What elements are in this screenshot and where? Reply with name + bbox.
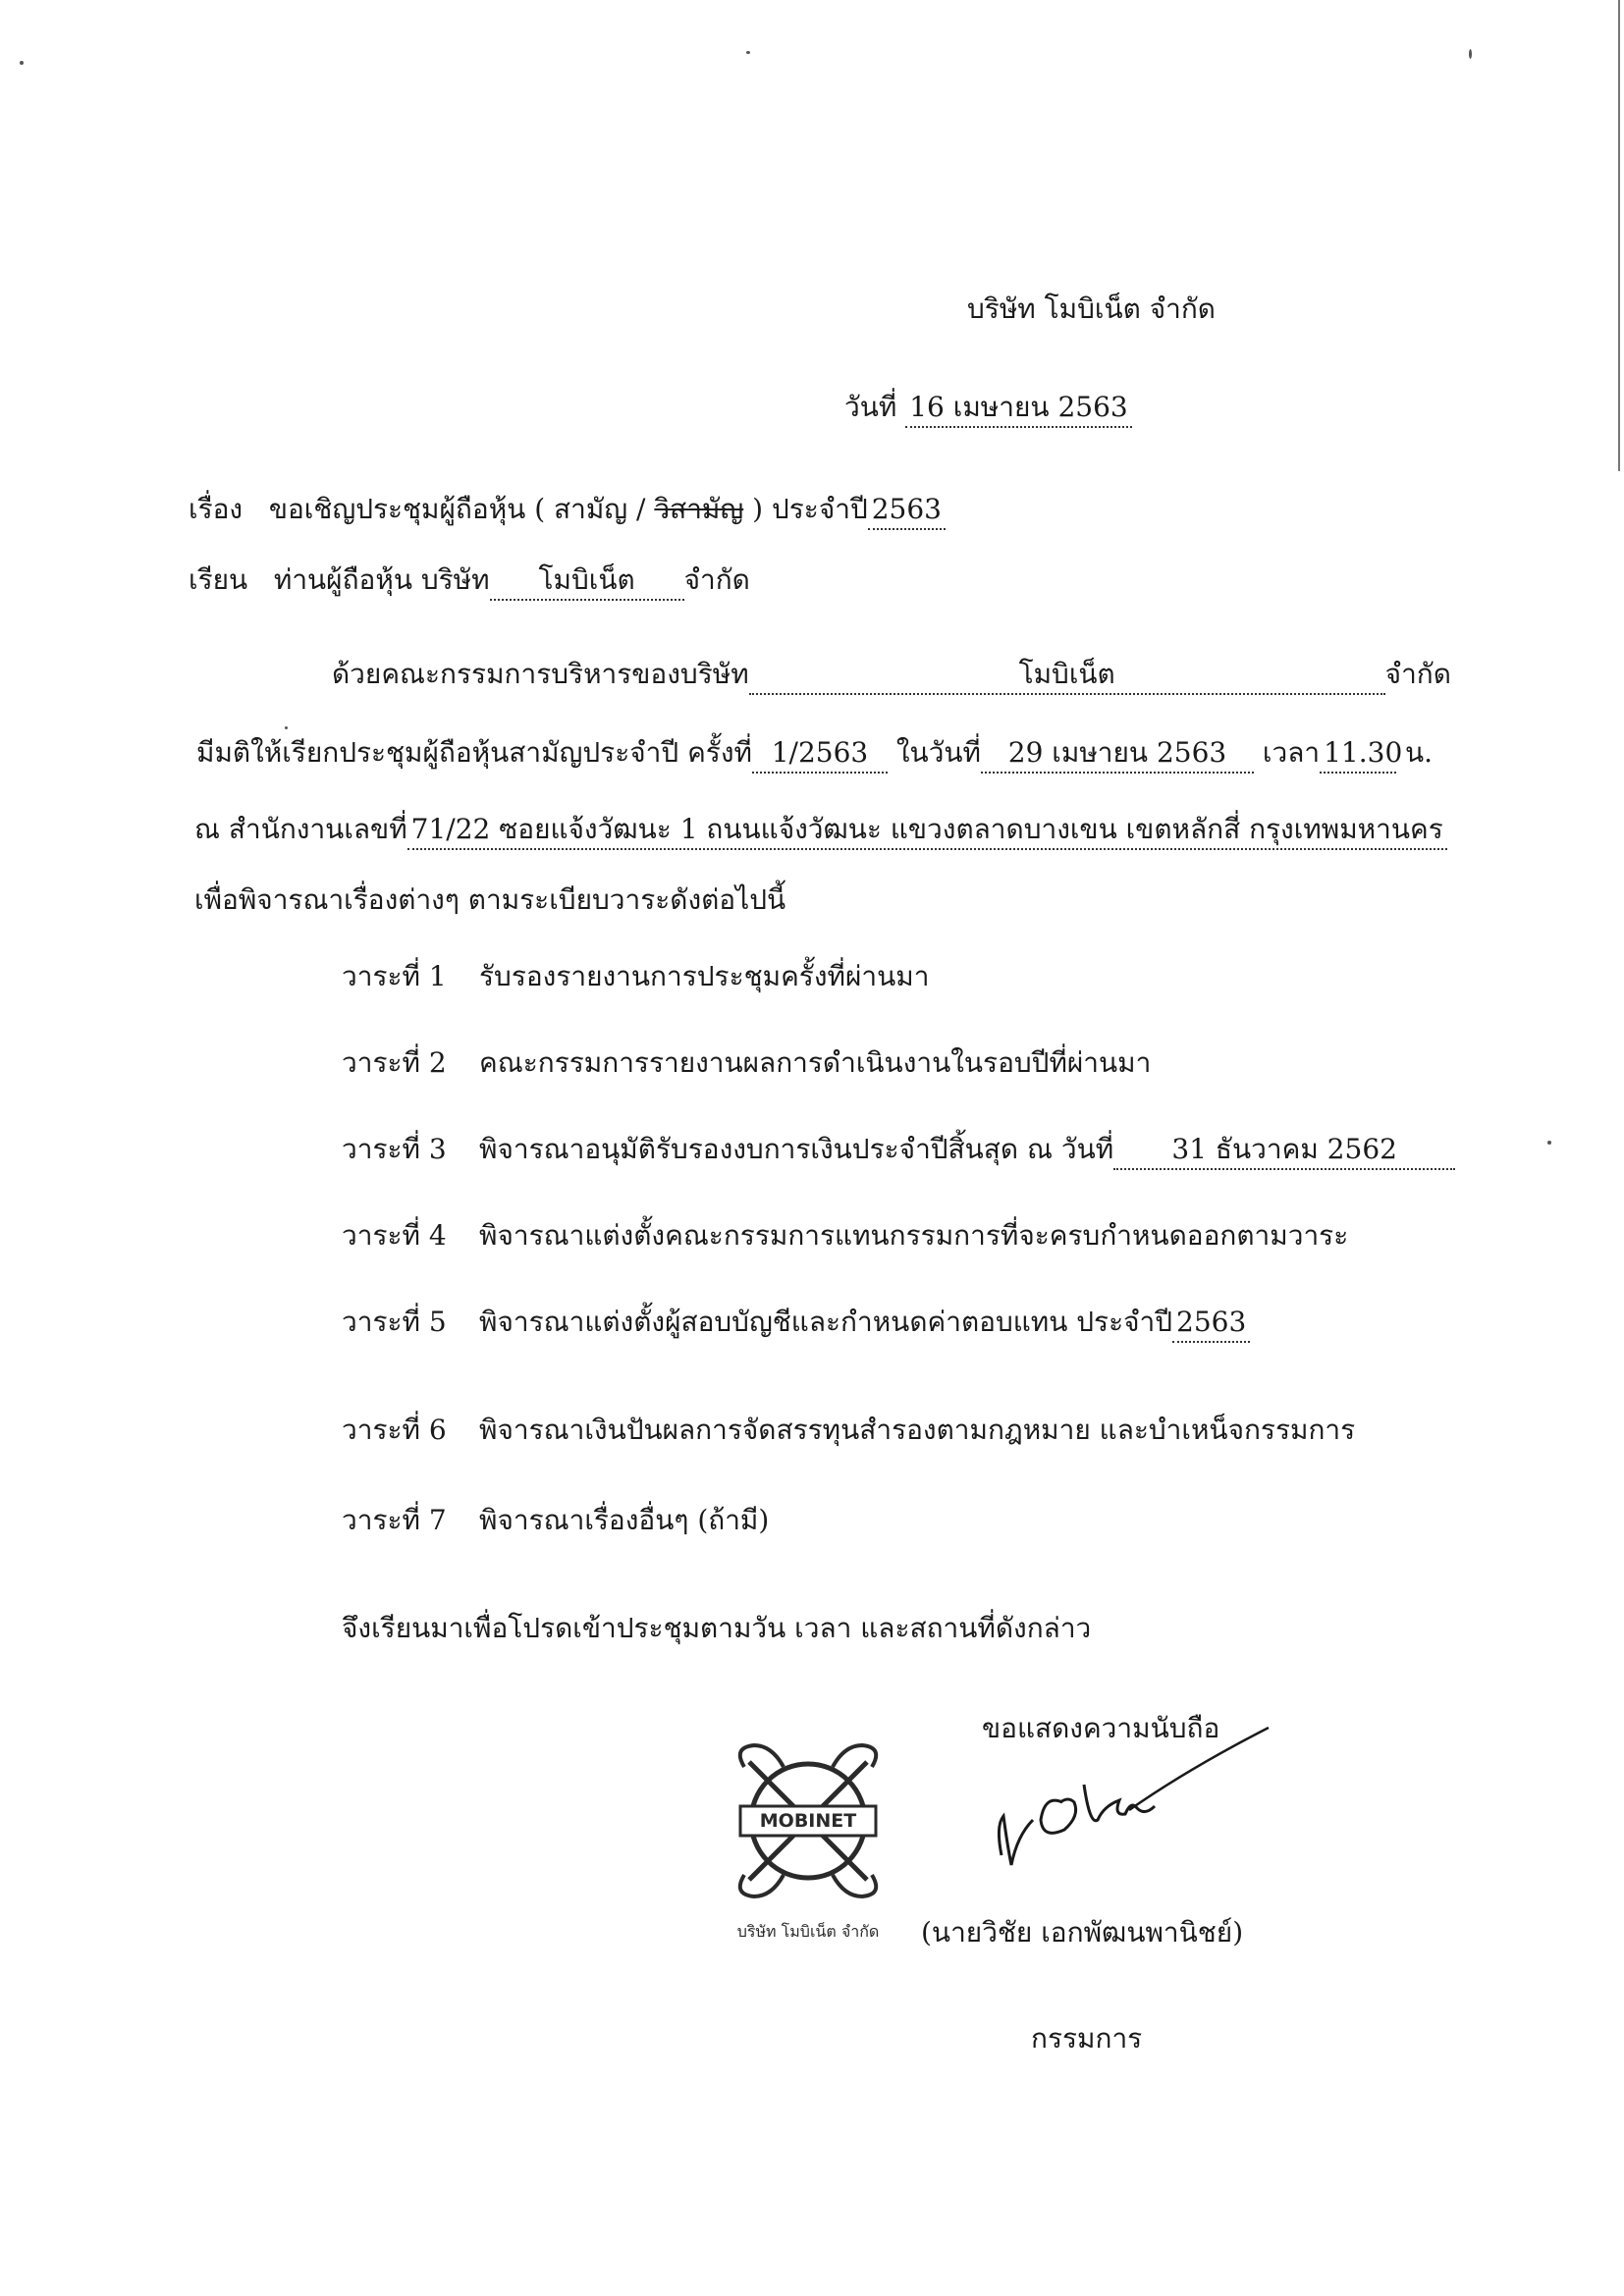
agenda-text: คณะกรรมการรายงานผลการดำเนินงานในรอบปีที่ผ่านมา <box>479 1046 1152 1079</box>
body-line1-prefix: ด้วยคณะกรรมการบริหารของบริษัท <box>332 658 749 690</box>
agenda-fill-year: 2563 <box>1172 1304 1250 1343</box>
regards: ขอแสดงความนับถือ <box>982 1712 1220 1744</box>
body-line-2 <box>196 734 1433 774</box>
date-prefix: วันที่ <box>844 391 897 423</box>
agenda-item-6 <box>342 1412 1355 1449</box>
body-line1-company: โมบิเน็ต <box>749 656 1385 695</box>
recipient-label: เรียน <box>189 563 248 596</box>
agenda-text: รับรองรายงานการประชุมครั้งที่ผ่านมา <box>479 960 930 992</box>
scan-edge-mark <box>1618 0 1620 471</box>
subject-year: 2563 <box>868 491 946 530</box>
scan-speck <box>1469 49 1472 59</box>
venue-prefix: ณ สำนักงานเลขที่ <box>194 813 407 845</box>
agenda-number: วาระที่ 7 <box>342 1504 447 1536</box>
company-name: บริษัท โมบิเน็ต จำกัด <box>967 293 1216 325</box>
agenda-number: วาระที่ 3 <box>342 1133 447 1165</box>
subject-label: เรื่อง <box>189 493 244 525</box>
agenda-item-5 <box>342 1304 1250 1343</box>
signatory-name: (นายวิชัย เอกพัฒนพานิชย์) <box>921 1916 1244 1949</box>
body-line-3 <box>194 811 1447 850</box>
scan-speck <box>746 51 750 54</box>
scan-speck <box>285 726 288 729</box>
meeting-time: 11.30 <box>1320 734 1396 774</box>
seal-logo-text: MOBINET <box>759 1810 857 1832</box>
recipient-text: ท่านผู้ถือหุ้น บริษัท <box>273 563 490 596</box>
subject-line <box>189 491 946 530</box>
agenda-text: พิจารณาแต่งตั้งผู้สอบบัญชีและกำหนดค่าตอบแทน ประจำปี <box>479 1306 1173 1338</box>
subject-text-after: ) ประจำปี <box>752 493 868 525</box>
meeting-time-label: เวลา <box>1262 736 1321 769</box>
handwritten-signature <box>982 1718 1276 1895</box>
date-year: 2563 <box>1057 391 1128 423</box>
date-fill <box>905 389 1131 428</box>
meeting-number: 1/2563 <box>752 734 888 774</box>
scan-speck <box>1547 1141 1551 1145</box>
meeting-time-suffix: น. <box>1405 736 1434 769</box>
agenda-item-1 <box>342 958 929 995</box>
seal-caption: บริษัท โมบิเน็ต จำกัด <box>736 1922 880 1941</box>
agenda-item-2 <box>342 1044 1151 1082</box>
subject-text-before: ขอเชิญประชุมผู้ถือหุ้น ( สามัญ / <box>268 493 646 525</box>
agenda-text: พิจารณาเงินปันผลการจัดสรรทุนสำรองตามกฎหมาย และบำเหน็จกรรมการ <box>479 1414 1356 1446</box>
agenda-number: วาระที่ 5 <box>342 1306 447 1338</box>
date-month: เมษายน <box>952 391 1050 423</box>
signatory-title: กรรมการ <box>1031 2022 1143 2055</box>
meeting-date: 29 เมษายน 2563 <box>981 734 1254 774</box>
letter-date <box>844 389 1132 428</box>
body-line-1 <box>332 656 1451 695</box>
subject-struck-option: วิสามัญ <box>654 493 744 525</box>
meeting-venue: 71/22 ซอยแจ้งวัฒนะ 1 ถนนแจ้งวัฒนะ แขวงตลาดบางเขน เขตหลักสี่ กรุงเทพมหานคร <box>407 811 1447 850</box>
agenda-fill-date: 31 ธันวาคม 2562 <box>1113 1131 1455 1170</box>
agenda-item-4 <box>342 1217 1348 1255</box>
agenda-number: วาระที่ 4 <box>342 1219 447 1252</box>
agenda-number: วาระที่ 1 <box>342 960 447 992</box>
agenda-number: วาระที่ 6 <box>342 1414 447 1446</box>
recipient-company: โมบิเน็ต <box>490 561 684 601</box>
meeting-date-label: ในวันที่ <box>895 736 982 769</box>
body-line1-suffix: จำกัด <box>1384 658 1451 690</box>
agenda-item-7 <box>342 1502 769 1539</box>
date-day: 16 <box>909 391 945 423</box>
agenda-text: พิจารณาแต่งตั้งคณะกรรมการแทนกรรมการที่จะครบกำหนดออกตามวาระ <box>479 1219 1349 1252</box>
recipient-line <box>189 561 750 601</box>
company-seal <box>725 1728 892 1953</box>
scan-speck <box>20 61 24 65</box>
body-line-4: เพื่อพิจารณาเรื่องต่างๆ ตามระเบียบวาระดังต่อไปนี้ <box>194 883 786 916</box>
agenda-number: วาระที่ 2 <box>342 1046 447 1079</box>
closing-sentence: จึงเรียนมาเพื่อโปรดเข้าประชุมตามวัน เวลา และสถานที่ดังกล่าว <box>342 1612 1092 1644</box>
agenda-text: พิจารณาเรื่องอื่นๆ (ถ้ามี) <box>479 1504 770 1536</box>
agenda-text: พิจารณาอนุมัติรับรองงบการเงินประจำปีสิ้นสุด ณ วันที่ <box>479 1133 1114 1165</box>
body-line2-prefix: มีมติให้เรียกประชุมผู้ถือหุ้นสามัญประจำปี ครั้งที่ <box>196 736 752 769</box>
agenda-item-3 <box>342 1131 1455 1170</box>
recipient-suffix: จำกัด <box>683 563 750 596</box>
